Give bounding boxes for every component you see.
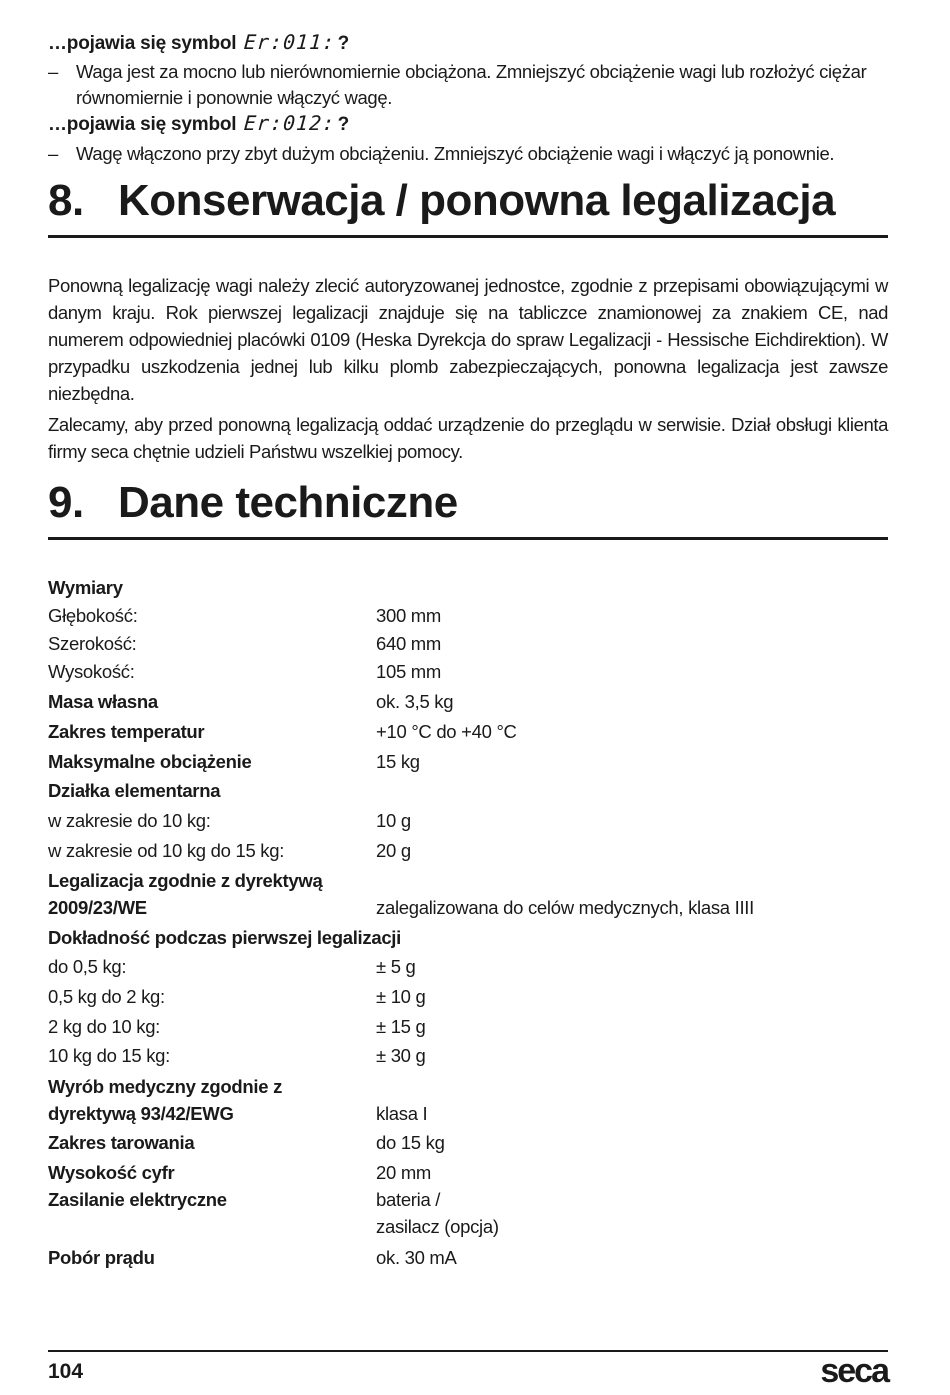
spec-row (48, 951, 888, 980)
spec-row (48, 1243, 888, 1271)
spec-row (48, 1186, 888, 1243)
spec-value: klasa I (376, 1103, 428, 1124)
spec-value: +10 °C do +40 °C (376, 721, 517, 742)
error-heading-prefix: …pojawia się symbol (48, 114, 237, 135)
error-remedy-text: Wagę włączono przy zbyt dużym obciążeniu. Zmniejszyć obciążenie wagi i włączyć ją ponownie. (76, 143, 835, 164)
spec-label: Maksymalne obciążenie (48, 751, 252, 772)
spec-label: Zasilanie elektryczne (48, 1189, 227, 1210)
section-title: Dane techniczne (118, 478, 458, 527)
spec-value: ± 10 g (376, 986, 426, 1007)
spec-label: Głębokość: (48, 605, 138, 626)
spec-value: ok. 30 mA (376, 1247, 457, 1268)
spec-row (48, 1069, 888, 1127)
spec-row (48, 601, 888, 629)
section-title: Konserwacja / ponowna legalizacja (118, 176, 836, 225)
spec-row (48, 1127, 888, 1156)
spec-value: 640 mm (376, 633, 442, 654)
spec-row (48, 715, 888, 745)
spec-row (48, 980, 888, 1010)
section-8-paragraph-2: Zalecamy, aby przed ponowną legalizacją oddać urządzenie do przeglądu w serwisie. Dział obsługi klienta firmy seca chętnie udzieli Państwu wszelkiej pomocy. (48, 414, 888, 462)
spec-value: 10 g (376, 810, 411, 831)
spec-label: w zakresie do 10 kg: (48, 810, 211, 831)
error-remedy-011 (48, 59, 888, 111)
error-heading-suffix: ? (337, 114, 350, 135)
manual-page (48, 0, 888, 1395)
seca-logo: seca (820, 1352, 888, 1390)
spec-label: Wyrób medyczny zgodnie z dyrektywą 93/42/EWG (48, 1076, 283, 1124)
spec-label: Działka elementarna (48, 780, 221, 801)
section-8-paragraph-1: Ponowną legalizację wagi należy zlecić autoryzowanej jednostce, zgodnie z przepisami obowiązującymi w danym kraju. Rok pierwszej legalizacji znajduje się na tabliczce znamionowej za znakiem CE, nad numerem odpowiedniej placówki 0109 (Heska Dyrekcja do spraw Legalizacji - Hessische Eichdirektion). W przypadku uszkodzenia jednej lub kilku plomb zabezpieczających, ponowna legalizacja jest zawsze niezbędna. (48, 275, 888, 404)
error-heading-011 (48, 30, 349, 55)
page-number: 104 (48, 1360, 84, 1383)
spec-row (48, 834, 888, 864)
spec-label: w zakresie od 10 kg do 15 kg: (48, 840, 285, 861)
spec-row (48, 804, 888, 834)
spec-label: Szerokość: (48, 633, 137, 654)
section-9-heading (48, 478, 888, 528)
error-symbol-er011: Er:011: (243, 30, 337, 54)
spec-label: Pobór prądu (48, 1247, 155, 1268)
section-8-heading (48, 176, 888, 226)
spec-row (48, 657, 888, 685)
spec-row (48, 574, 888, 601)
spec-label: Legalizacja zgodnie z dyrektywą 2009/23/WE (48, 870, 323, 918)
dash-bullet: – (48, 61, 58, 82)
spec-row (48, 629, 888, 657)
error-heading-prefix: …pojawia się symbol (48, 33, 237, 54)
spec-row (48, 1040, 888, 1069)
spec-value: 20 mm (376, 1162, 432, 1183)
spec-label: 2 kg do 10 kg: (48, 1016, 161, 1037)
spec-label: Zakres temperatur (48, 721, 205, 742)
error-remedy-012 (48, 141, 888, 167)
spec-label: Masa własna (48, 691, 158, 712)
spec-label: 10 kg do 15 kg: (48, 1045, 171, 1066)
spec-value: ok. 3,5 kg (376, 691, 454, 712)
section-9-rule (48, 537, 888, 540)
spec-value: do 15 kg (376, 1132, 445, 1153)
spec-row (48, 1010, 888, 1040)
spec-value: ± 30 g (376, 1045, 426, 1066)
spec-row (48, 921, 888, 951)
spec-label: Wysokość: (48, 661, 135, 682)
spec-row (48, 1156, 888, 1186)
spec-value: zalegalizowana do celów medycznych, klasa IIII (376, 897, 754, 918)
error-heading-012 (48, 111, 349, 136)
spec-value: 15 kg (376, 751, 420, 772)
technical-data-table (48, 574, 888, 1271)
spec-value: bateria / zasilacz (opcja) (376, 1189, 499, 1237)
error-remedy-text: Waga jest za mocno lub nierównomiernie obciążona. Zmniejszyć obciążenie wagi lub rozłożyć ciężar równomiernie i ponownie włączyć wagę. (76, 61, 867, 108)
spec-value: ± 15 g (376, 1016, 426, 1037)
footer-rule (48, 1350, 888, 1352)
spec-label: 0,5 kg do 2 kg: (48, 986, 165, 1007)
section-number: 9. (48, 478, 84, 527)
spec-value: 105 mm (376, 661, 442, 682)
spec-row (48, 685, 888, 715)
dash-bullet: – (48, 143, 58, 164)
spec-row (48, 864, 888, 921)
spec-label: Zakres tarowania (48, 1132, 195, 1153)
error-heading-suffix: ? (337, 33, 350, 54)
spec-label: Wysokość cyfr (48, 1162, 175, 1183)
spec-value: ± 5 g (376, 956, 416, 977)
spec-label: Wymiary (48, 577, 123, 598)
spec-row (48, 745, 888, 775)
section-number: 8. (48, 176, 84, 225)
spec-value: 300 mm (376, 605, 442, 626)
spec-value: 20 g (376, 840, 411, 861)
spec-label: do 0,5 kg: (48, 956, 127, 977)
spec-row (48, 775, 888, 804)
section-8-rule (48, 235, 888, 238)
spec-label: Dokładność podczas pierwszej legalizacji (48, 927, 401, 948)
error-symbol-er012: Er:012: (243, 111, 337, 135)
